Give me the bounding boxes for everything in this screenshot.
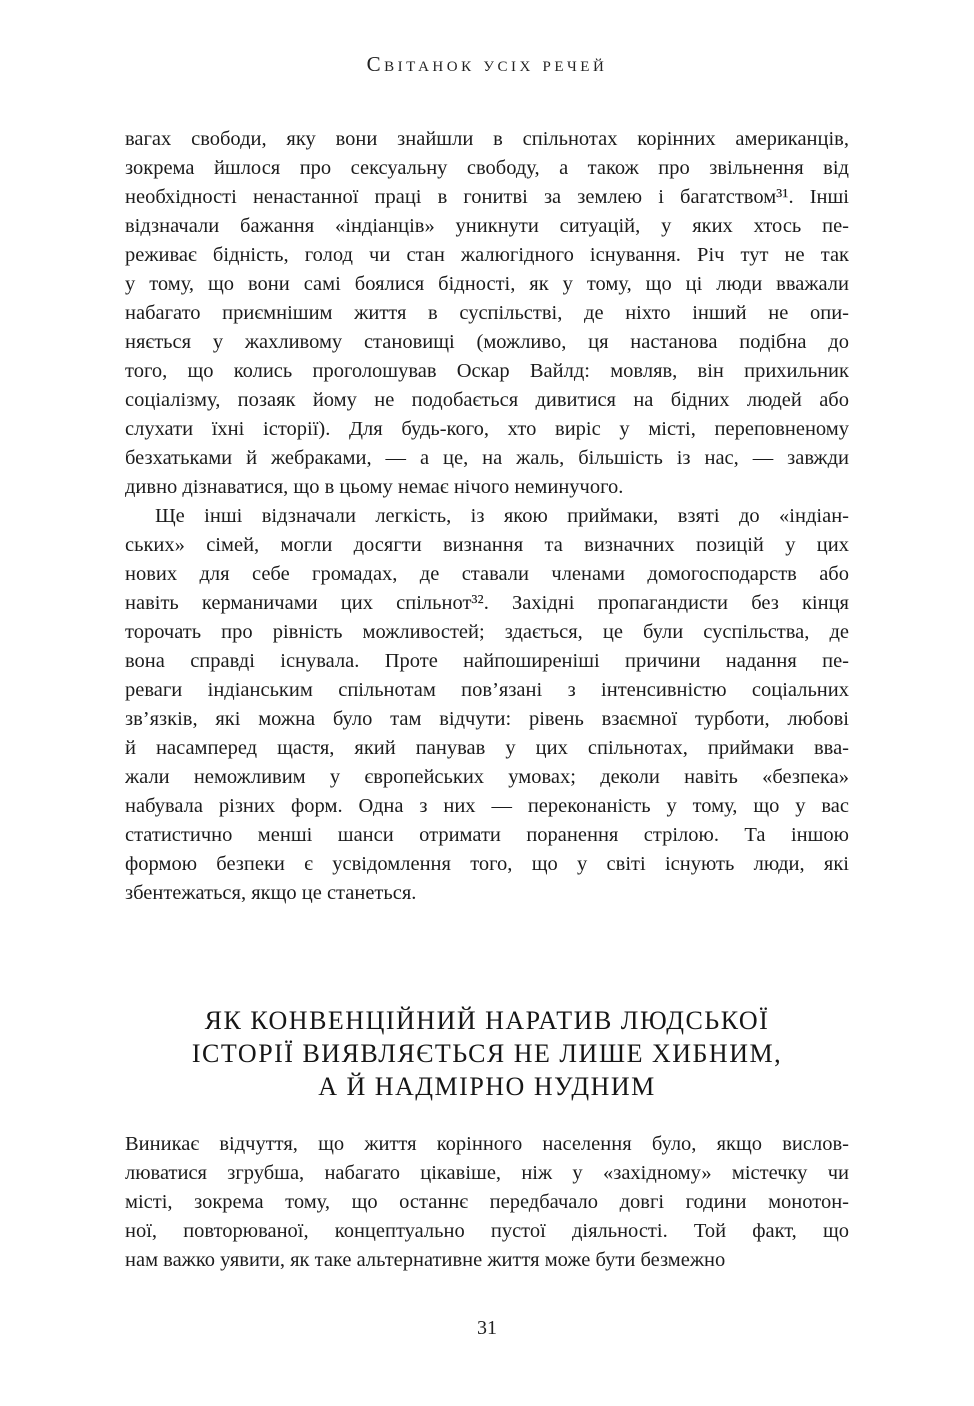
text-line: нових для себе громадах, де ставали членами домогосподарств або [125, 563, 849, 585]
text-line: безхатьками й жебраками, — а це, на жаль, більшість із нас, — завжди [125, 447, 849, 469]
text-line: вона справді існувала. Проте найпоширеніші причини надання пе- [125, 650, 849, 672]
running-header: Світанок усіх речей [366, 52, 608, 76]
text-line: реваги індіанським спільнотам пов’язані з інтенсивністю соціальних [125, 679, 849, 701]
text-line: того, що колись проголошував Оскар Вайлд: мовляв, він прихильник [125, 360, 849, 382]
paragraph-continuation [125, 125, 849, 502]
page-body [125, 125, 849, 1275]
text-line: необхідності ненастанної праці в гонитві за землею і багатством³¹. Інші [125, 186, 849, 208]
text-line: няється у жахливому становищі (можливо, ця настанова подібна до [125, 331, 849, 353]
heading-line: ЯК КОНВЕНЦІЙНИЙ НАРАТИВ ЛЮДСЬКОЇ [204, 1006, 770, 1035]
text-line: торочать про рівність можливостей; здається, це були суспільства, де [125, 621, 849, 643]
text-line: вагах свободи, яку вони знайшли в спільнотах корінних американців, [125, 128, 849, 150]
text-line: ських» сімей, могли досягти визнання та визначних позицій у цих [125, 534, 849, 556]
text-line: у тому, що вони самі боялися бідності, як у тому, що ці люди вважали [125, 273, 849, 295]
text-line: люватися згрубша, набагато цікавіше, ніж у «західному» містечку чи [125, 1162, 849, 1184]
text-line: слухати їхні історії). Для будь-кого, хто виріс у місті, переповненому [125, 418, 849, 440]
text-line: й насамперед щастя, який панував у цих спільнотах, приймаки вва- [125, 737, 849, 759]
text-line: ної, повторюваної, концептуально пустої діяльності. Той факт, що [125, 1220, 849, 1242]
text-line: реживає бідність, голод чи стан жалюгідного існування. Річ тут не так [125, 244, 849, 266]
paragraph [125, 1130, 849, 1275]
heading-line: А Й НАДМІРНО НУДНИМ [318, 1072, 656, 1101]
text-line: збентежаться, якщо це станеться. [125, 882, 417, 904]
section-heading [125, 1004, 849, 1103]
text-line: зокрема йшлося про сексуальну свободу, а також про звільнення від [125, 157, 849, 179]
text-line: Виникає відчуття, що життя корінного населення було, якщо вислов- [125, 1133, 849, 1155]
text-line: набагато приємнішим життя в суспільстві, де ніхто інший не опи- [125, 302, 849, 324]
paragraph [125, 502, 849, 908]
text-line: формою безпеки є усвідомлення того, що у світі існують люди, які [125, 853, 849, 875]
text-line: місті, зокрема тому, що останнє передбачало довгі години монотон- [125, 1191, 849, 1213]
text-line: нам важко уявити, як таке альтернативне життя може бути безмежно [125, 1249, 726, 1271]
text-line: дивно дізнаватися, що в цьому немає нічого неминучого. [125, 476, 624, 498]
text-line: навіть керманичами цих спільнот³². Західні пропагандисти без кінця [125, 592, 849, 614]
heading-line: ІСТОРІЇ ВИЯВЛЯЄТЬСЯ НЕ ЛИШЕ ХИБНИМ, [191, 1039, 783, 1068]
page-number: 31 [477, 1317, 497, 1339]
text-line: Ще інші відзначали легкість, із якою приймаки, взяті до «індіан- [155, 505, 849, 527]
text-line: відзначали бажання «індіанців» уникнути ситуацій, у яких хтось пе- [125, 215, 849, 237]
text-line: жали неможливим у європейських умовах; деколи навіть «безпека» [125, 766, 849, 788]
text-line: зв’язків, які можна було там відчути: рівень взаємної турботи, любові [125, 708, 849, 730]
text-line: статистично менші шанси отримати поранення стрілою. Та іншою [125, 824, 849, 846]
text-line: соціалізму, позаяк йому не подобається дивитися на бідних людей або [125, 389, 849, 411]
text-line: набувала різних форм. Одна з них — переконаність у тому, що у вас [125, 795, 849, 817]
